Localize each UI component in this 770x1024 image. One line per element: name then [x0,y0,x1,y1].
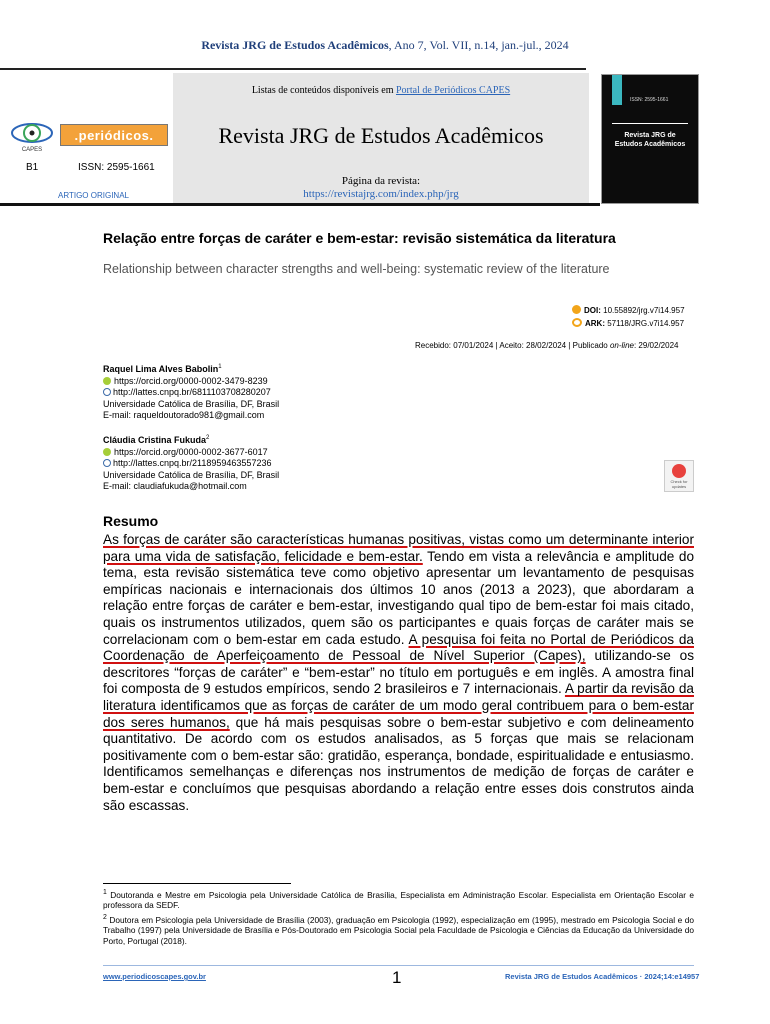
article-title-en: Relationship between character strengths and well-being: systematic review of the literature [103,262,610,276]
footnote-1 [103,888,694,911]
author-block-2 [103,433,279,493]
masthead-rule [0,203,600,206]
author-name: Raquel Lima Alves Babolin [103,364,219,374]
author-institution: Universidade Católica de Brasília, DF, Brasil [103,398,280,409]
page-number: 1 [392,968,402,987]
journal-name: Revista JRG de Estudos Acadêmicos [201,38,389,52]
lattes-link[interactable]: http://lattes.cnpq.br/6811103708280207 [113,387,271,397]
author-email[interactable]: E-mail: claudiafukuda@hotmail.com [103,481,247,491]
issn-left: ISSN: 2595-1661 [78,162,155,173]
qualis-rating: B1 [26,162,39,173]
listas-prefix: Listas de conteúdos disponíveis em [251,85,396,96]
article-type: ARTIGO ORIGINAL [58,191,129,200]
listas-line [173,85,589,96]
cover-issn: ISSN: 2595-1661 [630,97,669,103]
highlight-2: A pesquisa foi feita no Portal de Periódicos da Coordenação de Aperfeiçoamento de Pessoal de Nível Superior (Capes), [103,631,694,664]
ark-label: ARK: [585,319,605,328]
cover-divider [612,123,688,124]
doi-label: DOI: [584,306,601,315]
journal-issue: , Ano 7, Vol. VII, n.14, jan.-jul., 2024 [388,38,569,52]
cover-title-line2: Estudos Acadêmicos [614,141,686,148]
cover-title-line1: Revista JRG de [624,132,676,139]
doi-value[interactable]: 10.55892/jrg.v7i14.957 [600,306,685,315]
dates-online: on-line [609,341,634,350]
logo-area [0,72,170,202]
highlight-3: A partir da revisão da literatura identificamos que as forças de caráter de um modo geral contribuem para o bem-estar dos seres humanos, [103,681,694,730]
masthead-box [173,73,589,203]
author-sup: 1 [218,364,222,370]
crossmark-icon [672,464,686,478]
doi-icon [572,305,581,314]
lattes-link[interactable]: http://lattes.cnpq.br/2118959463557236 [113,458,272,468]
ark-icon [572,318,582,327]
abstract-part-3: que há mais pesquisas sobre o bem-estar subjetivo e com delineamento quantitativo. De acordo com os estudos analisados, as 5 forças que mais se relacionam positivamente com o bem-estar são: gratidão, esperança, bondade, espiritualidade e entusiasmo. Identificamos semelhanças e diferenças nos instrumentos de medição de forças de caráter e bem-estar e concluímos que pesquisas abordando a relação entre esses dois construtos ainda são escassas. [103,714,694,813]
orcid-icon [103,377,111,385]
crossmark-line1: Check for [670,479,688,484]
footer-rule [103,965,694,966]
footnote-rule [103,883,291,884]
author-block-1 [103,362,279,422]
ark-value[interactable]: 57118/JRG.v7i14.957 [605,319,685,328]
footnote-num: 2 [103,913,107,921]
footnote-text: Doutora em Psicologia pela Universidade de Brasília (2003), graduação em Psicologia (1992), especialização em (1995), mestrado em Psicologia Social e do Trabalho (1997) pela Universidade de Brasília e Pós-Doutorado em Psicologia Social pela Faculdade de Psicologia e Ciências da Educação da Universidade do Porto, Portugal (2018). [103,914,694,946]
portal-capes-link[interactable]: Portal de Periódicos CAPES [395,85,511,96]
doi-line [572,305,685,315]
journal-citation-line [0,38,770,53]
author-email[interactable]: E-mail: raqueldoutorado981@gmail.com [103,410,265,420]
journal-page-label: Página da revista: [341,175,421,187]
dates-line [415,341,678,350]
author-institution: Universidade Católica de Brasília, DF, Brasil [103,469,280,480]
capes-logo-icon [10,120,54,154]
journal-cover [601,74,699,204]
author-sup: 2 [206,435,210,441]
orcid-link[interactable]: https://orcid.org/0000-0002-3479-8239 [114,375,268,386]
cover-accent-bar [612,75,622,105]
abstract-part-1: Tendo em vista a relevância e amplitude do tema, esta revisão sistemática teve como objetivo apresentar um levantamento de pesquisas empíricas nacionais e internacionais dos últimos 10 anos (2013 a 2023), que abordaram a relação entre forças de caráter e bem-estar, investigando qual tipo de bem-estar foi mais citado, quais os instrumentos utilizados, quem são os participantes e quais forças de caráter mais se correlacionam com o bem-estar em cada estudo. [103,548,694,647]
dates-prefix: Recebido: 07/01/2024 | Aceito: 28/02/2024 | Publicado [415,341,610,350]
crossmark-line2: updates [671,483,687,489]
abstract-heading: Resumo [103,513,159,529]
footer-citation: Revista JRG de Estudos Acadêmicos · 2024;14:e14957 [505,972,700,981]
dates-suffix: : 29/02/2024 [633,341,679,350]
orcid-link[interactable]: https://orcid.org/0000-0002-3677-6017 [114,446,268,457]
lattes-icon [103,459,111,467]
orcid-icon [103,448,111,456]
masthead-title: Revista JRG de Estudos Acadêmicos [218,123,544,148]
author-name: Cláudia Cristina Fukuda [103,435,207,445]
abstract-text [103,532,694,814]
article-title-pt: Relação entre forças de caráter e bem-estar: revisão sistemática da literatura [103,230,616,246]
journal-page-link[interactable]: https://revistajrg.com/index.php/jrg [303,188,459,200]
highlight-1: As forças de caráter são características humanas positivas, vistas como um determinante interior para uma vida de satisfação, felicidade e bem-estar. [103,532,694,564]
ark-line [572,318,684,328]
header-rule [0,68,586,70]
periodicos-logo: .periódicos. [60,124,168,146]
footnotes [103,888,694,948]
footer-link[interactable]: www.periodicoscapes.gov.br [103,972,206,981]
footnote-2 [103,913,694,946]
lattes-icon [103,388,111,396]
cover-title [602,131,698,149]
footnote-num: 1 [103,889,107,896]
check-for-updates-badge[interactable] [664,460,694,492]
capes-logo-text: CAPES [21,147,43,153]
abstract-part-2: utilizando-se os descritores “forças de caráter” e “bem-estar” no título em português e em inglês. A amostra final foi composta de 9 estudos empíricos, sendo 2 brasileiros e 7 internacionais. [103,648,694,697]
footnote-text: Doutoranda e Mestre em Psicologia pela Universidade Católica de Brasília, Especialista em Administração Escolar. Especialista em Orientação Escolar e professora da SEDF. [103,889,694,911]
